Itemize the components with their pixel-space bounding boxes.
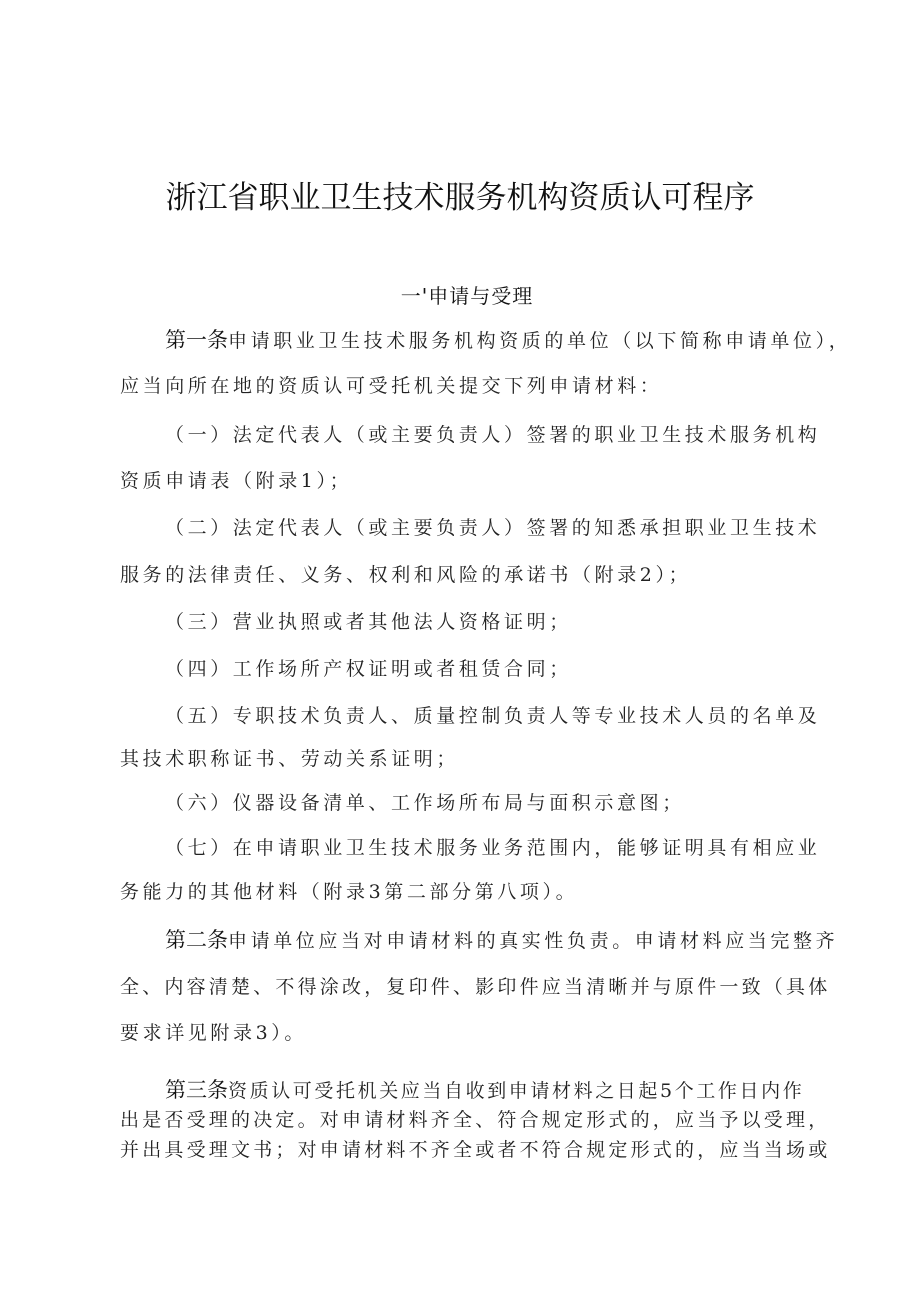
- article1-line2: 应当向所在地的资质认可受托机关提交下列申请材料：: [120, 375, 663, 397]
- article2-lead: 第二条: [165, 928, 228, 952]
- article3-paragraph: [165, 1076, 804, 1105]
- article3-line3: 并出具受理文书；对申请材料不齐全或者不符合规定形式的，应当当场或: [120, 1139, 831, 1161]
- item2-line2: 服务的法律责任、义务、权利和风险的承诺书（附录2）；: [120, 564, 692, 586]
- article2-line2: 全、内容清楚、不得涂改，复印件、影印件应当清晰并与原件一致（具体: [120, 976, 831, 998]
- item5-line2: 其技术职称证书、劳动关系证明；: [120, 748, 460, 770]
- item1-line1: （一）法定代表人（或主要负责人）签署的职业卫生技术服务机构: [165, 424, 821, 446]
- article2-line1: 申请单位应当对申请材料的真实性负责。申请材料应当完整齐: [228, 930, 839, 952]
- article3-line1: 资质认可受托机关应当自收到申请材料之日起5个工作日内作: [228, 1080, 805, 1102]
- item4-line1: （四）工作场所产权证明或者租赁合同；: [165, 658, 572, 680]
- article1-paragraph: [165, 326, 851, 355]
- document-title: 浙江省职业卫生技术服务机构资质认可程序: [165, 180, 755, 216]
- item6-line1: （六）仪器设备清单、工作场所布局与面积示意图；: [165, 792, 685, 814]
- item7-line2: 务能力的其他材料（附录3第二部分第八项）。: [120, 881, 579, 903]
- article1-lead: 第一条: [165, 328, 228, 352]
- article2-paragraph: [165, 926, 838, 955]
- item7-line1: （七）在申请职业卫生技术服务业务范围内，能够证明具有相应业: [165, 837, 821, 859]
- article3-lead: 第三条: [165, 1078, 228, 1102]
- item2-line1: （二）法定代表人（或主要负责人）签署的知悉承担职业卫生技术: [165, 517, 821, 539]
- item1-line2: 资质申请表（附录1）；: [120, 470, 353, 492]
- article2-line3: 要求详见附录3）。: [120, 1022, 307, 1044]
- article1-line1: 申请职业卫生技术服务机构资质的单位（以下简称申请单位），: [228, 330, 852, 352]
- item3-line1: （三）营业执照或者其他法人资格证明；: [165, 611, 572, 633]
- article3-line2: 出是否受理的决定。对申请材料齐全、符合规定形式的，应当予以受理，: [120, 1109, 831, 1131]
- item5-line1: （五）专职技术负责人、质量控制负责人等专业技术人员的名单及: [165, 705, 821, 727]
- section-heading: 一'申请与受理: [400, 284, 534, 308]
